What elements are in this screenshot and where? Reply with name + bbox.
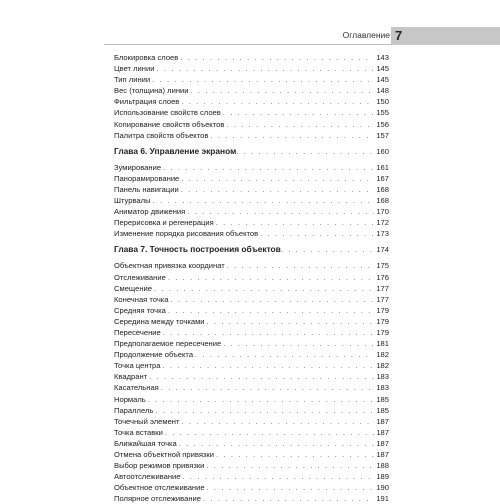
toc-entry-title: Панорамирование [114,173,180,183]
dot-leader [155,405,374,416]
dot-leader [260,228,374,239]
dot-leader [181,184,375,195]
toc-entry-title: Тип линии [114,75,151,85]
dot-leader [281,244,377,255]
toc-entry [114,162,389,173]
toc-entry-page: 176 [376,272,389,282]
toc-entry [114,173,389,184]
toc-entry-title: Цвет линии [114,64,155,74]
dot-leader [183,471,375,482]
dot-leader [156,63,374,74]
toc-entry [114,405,389,416]
toc-entry [114,130,389,141]
dot-leader [163,360,375,371]
toc-entry [114,416,389,427]
toc-entry-page: 179 [376,305,389,315]
dot-leader [163,162,374,173]
toc-entry-page: 168 [376,184,389,194]
toc-entry-title: Точка центра [114,361,161,371]
toc-entry-title: Предполагаемое пересечение [114,339,222,349]
toc-entry-page: 168 [376,196,389,206]
toc-entry [114,217,389,228]
toc-entry-page: 179 [376,316,389,326]
toc-entry [114,460,389,471]
toc-entry-title: Автоотслеживание [114,472,181,482]
dot-leader [216,449,374,460]
toc-entry-page: 148 [376,86,389,96]
toc-entry [114,438,389,449]
toc-entry-title: Точечный элемент [114,416,180,426]
toc-entry-page: 161 [376,162,389,172]
toc-entry [114,482,389,493]
chapter-title: Глава 7. Точность построения объектов [114,244,281,255]
toc-entry [114,260,389,271]
chapter-heading [114,244,389,255]
toc-entry-page: 167 [376,173,389,183]
toc-entry-title: Аниматор движения [114,207,186,217]
toc-entry-title: Объектное отслеживание [114,483,205,493]
toc-entry-page: 185 [376,394,389,404]
toc-entry [114,394,389,405]
toc-entry [114,493,389,504]
toc-entry-page: 187 [376,416,389,426]
dot-leader [207,316,375,327]
toc-entry [114,427,389,438]
toc-entry [114,63,389,74]
dot-leader [223,338,374,349]
toc-entry-title: Касательная [114,383,159,393]
toc-entry-title: Палитра свойств объектов [114,130,209,140]
toc-entry [114,305,389,316]
chapter-page-number: 174 [376,245,389,255]
dot-leader [210,130,374,141]
page-header [0,27,500,45]
toc-entry-page: 185 [376,405,389,415]
dot-leader [171,294,375,305]
dot-leader [161,382,375,393]
toc-entry-title: Изменение порядка рисования объектов [114,229,259,239]
toc-entry-page: 170 [376,207,389,217]
toc-entry-title: Отмена объектной привязки [114,450,214,459]
toc-entry [114,371,389,382]
toc-entry [114,195,389,206]
dot-leader [152,74,374,85]
toc-entry [114,316,389,327]
dot-leader [227,260,375,271]
header-rule [104,44,404,45]
toc-entry-title: Копирование свойств объектов [114,119,225,129]
toc-entry-title: Конечная точка [114,294,169,304]
dot-leader [236,146,376,157]
toc-entry-page: 177 [376,283,389,293]
toc-entry-page: 143 [376,53,389,62]
toc-entry [114,327,389,338]
toc-entry-title: Пересечение [114,327,161,337]
toc-entry-page: 145 [376,64,389,74]
toc-entry [114,119,389,130]
dot-leader [223,107,375,118]
toc-entry [114,184,389,195]
dot-leader [168,305,374,316]
toc-entry-title: Панель навигации [114,184,179,194]
toc-entry-title: Полярное отслеживание [114,494,201,504]
dot-leader [206,460,374,471]
toc-entry-title: Середина между точками [114,316,205,326]
dot-leader [181,173,374,184]
toc-entry-title: Нормаль [114,394,146,404]
dot-leader [216,217,375,228]
toc-entry [114,74,389,85]
dot-leader [226,119,374,130]
toc-entry-title: Квадрант [114,372,148,382]
toc-entry [114,283,389,294]
toc-entry-page: 177 [376,294,389,304]
dot-leader [154,283,374,294]
page-number-tab [391,27,500,45]
dot-leader [195,349,374,360]
dot-leader [165,427,374,438]
dot-leader [149,371,374,382]
toc-entry [114,228,389,239]
toc-entry-title: Отслеживание [114,272,166,282]
dot-leader [153,195,375,206]
toc-entry-page: 187 [376,438,389,448]
toc-entry-page: 179 [376,327,389,337]
chapter-page-number: 160 [376,146,389,156]
toc-entry-page: 156 [376,119,389,129]
dot-leader [168,272,375,283]
toc-entry [114,449,389,460]
dot-leader [207,482,375,493]
toc-entry-page: 175 [376,261,389,271]
toc-entry-page: 182 [376,350,389,360]
toc-entry-page: 187 [376,450,389,459]
toc-entry-title: Выбор режимов привязки [114,461,205,471]
dot-leader [187,206,374,217]
toc-entry-page: 181 [376,339,389,349]
dot-leader [203,493,374,504]
toc-entry-page: 173 [376,229,389,239]
dot-leader [180,52,374,63]
toc-entry [114,471,389,482]
toc-entry-page: 183 [376,372,389,382]
toc-entry-title: Объектная привязка координат [114,261,225,271]
dot-leader [179,438,375,449]
toc-entry-page: 145 [376,75,389,85]
toc-entry-title: Вес (толщина) линии [114,86,189,96]
toc-entry-page: 157 [376,130,389,140]
toc-entry [114,107,389,118]
toc-entry-page: 172 [376,218,389,228]
toc-entry-title: Продолжение объекта [114,350,194,360]
toc-entry-title: Точка вставки [114,427,163,437]
toc-entry-title: Фильтрация слоев [114,97,180,107]
toc-entry [114,349,389,360]
toc-entry [114,360,389,371]
dot-leader [163,327,375,338]
toc-entry [114,382,389,393]
toc-entry-title: Штурвалы [114,196,151,206]
toc-entry-title: Блокировка слоев [114,53,179,62]
toc-entry [114,85,389,96]
dot-leader [191,85,375,96]
toc-entry-title: Зумирование [114,162,162,172]
dot-leader [181,96,374,107]
running-head-title: Оглавление [342,30,390,40]
toc-entry-page: 183 [376,383,389,393]
toc-entry-page: 188 [376,461,389,471]
toc-entry-page: 155 [376,108,389,118]
toc-entry [114,206,389,217]
toc-entry [114,338,389,349]
toc-entry-title: Перерисовка и регенерация [114,218,214,228]
toc-entry-title: Использование свойств слоев [114,108,221,118]
toc-entry-title: Средняя точка [114,305,166,315]
toc-entry [114,294,389,305]
toc-entry-title: Ближайшая точка [114,438,177,448]
dot-leader [148,394,375,405]
chapter-title: Глава 6. Управление экраном [114,145,237,156]
chapter-heading [114,146,389,157]
toc-entry-title: Параллель [114,405,154,415]
toc-entry-page: 189 [376,472,389,482]
dot-leader [181,416,374,427]
table-of-contents [114,52,389,504]
toc-entry-page: 190 [376,483,389,493]
page-number: 7 [395,28,403,43]
toc-entry [114,96,389,107]
toc-entry [114,272,389,283]
toc-entry-page: 191 [376,494,389,504]
toc-entry-page: 182 [376,361,389,371]
toc-entry-title: Смещение [114,283,152,293]
toc-entry-page: 187 [376,427,389,437]
toc-entry-page: 150 [376,97,389,107]
toc-entry [114,52,389,63]
